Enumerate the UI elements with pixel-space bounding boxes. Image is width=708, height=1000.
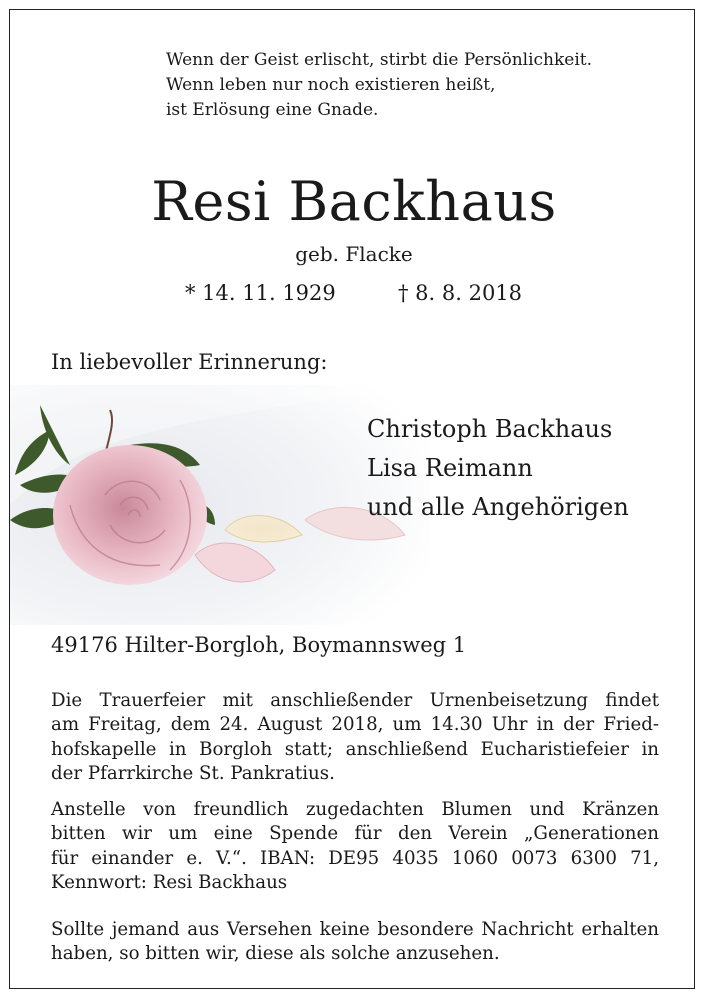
paragraph-line: Kennwort: Resi Backhaus [51, 872, 288, 894]
birth-date: * 14. 11. 1929 [185, 281, 336, 305]
donation-paragraph [51, 798, 659, 896]
mourner-name: Christoph Backhaus [367, 415, 613, 443]
paragraph-line: haben, so bitten wir, diese als solche anzusehen. [51, 943, 500, 965]
memory-heading: In liebevoller Erinnerung: [51, 350, 328, 374]
epigraph-quote [166, 48, 666, 123]
quote-line: Wenn der Geist erlischt, stirbt die Persönlichkeit. [166, 50, 593, 70]
paragraph-line: Anstelle von freundlich zugedachten Blumen und Kränzen [51, 799, 659, 820]
quote-line: Wenn leben nur noch existieren heißt, [166, 75, 496, 95]
birth-name: geb. Flacke [295, 242, 413, 266]
paragraph-line: Sollte jemand aus Versehen keine besondere Nachricht erhalten [51, 919, 659, 940]
mourner-name: und alle Angehörigen [367, 493, 629, 521]
notice-paragraph [51, 918, 659, 967]
mourners-list [367, 410, 629, 527]
paragraph-line: bitten wir um eine Spende für den Verein „Generationen [51, 823, 659, 845]
paragraph-line: Die Trauerfeier mit anschließender Urnenbeisetzung findet [51, 690, 659, 711]
funeral-paragraph [51, 689, 659, 787]
paragraph-line: hofskapelle in Borgloh statt; anschließend Eucharistiefeier in [51, 738, 659, 760]
deceased-name: Resi Backhaus [151, 170, 557, 233]
paragraph-line: der Pfarrkirche St. Pankratius. [51, 763, 335, 785]
paragraph-line: am Freitag, dem 24. August 2018, um 14.30 Uhr in der Fried- [51, 714, 659, 736]
death-date: † 8. 8. 2018 [398, 281, 523, 305]
paragraph-line: für einander e. V.“. IBAN: DE95 4035 1060 0073 6300 71, [51, 847, 659, 869]
mourner-name: Lisa Reimann [367, 454, 533, 482]
quote-line: ist Erlösung eine Gnade. [166, 100, 379, 120]
address: 49176 Hilter-Borgloh, Boymannsweg 1 [51, 633, 467, 657]
